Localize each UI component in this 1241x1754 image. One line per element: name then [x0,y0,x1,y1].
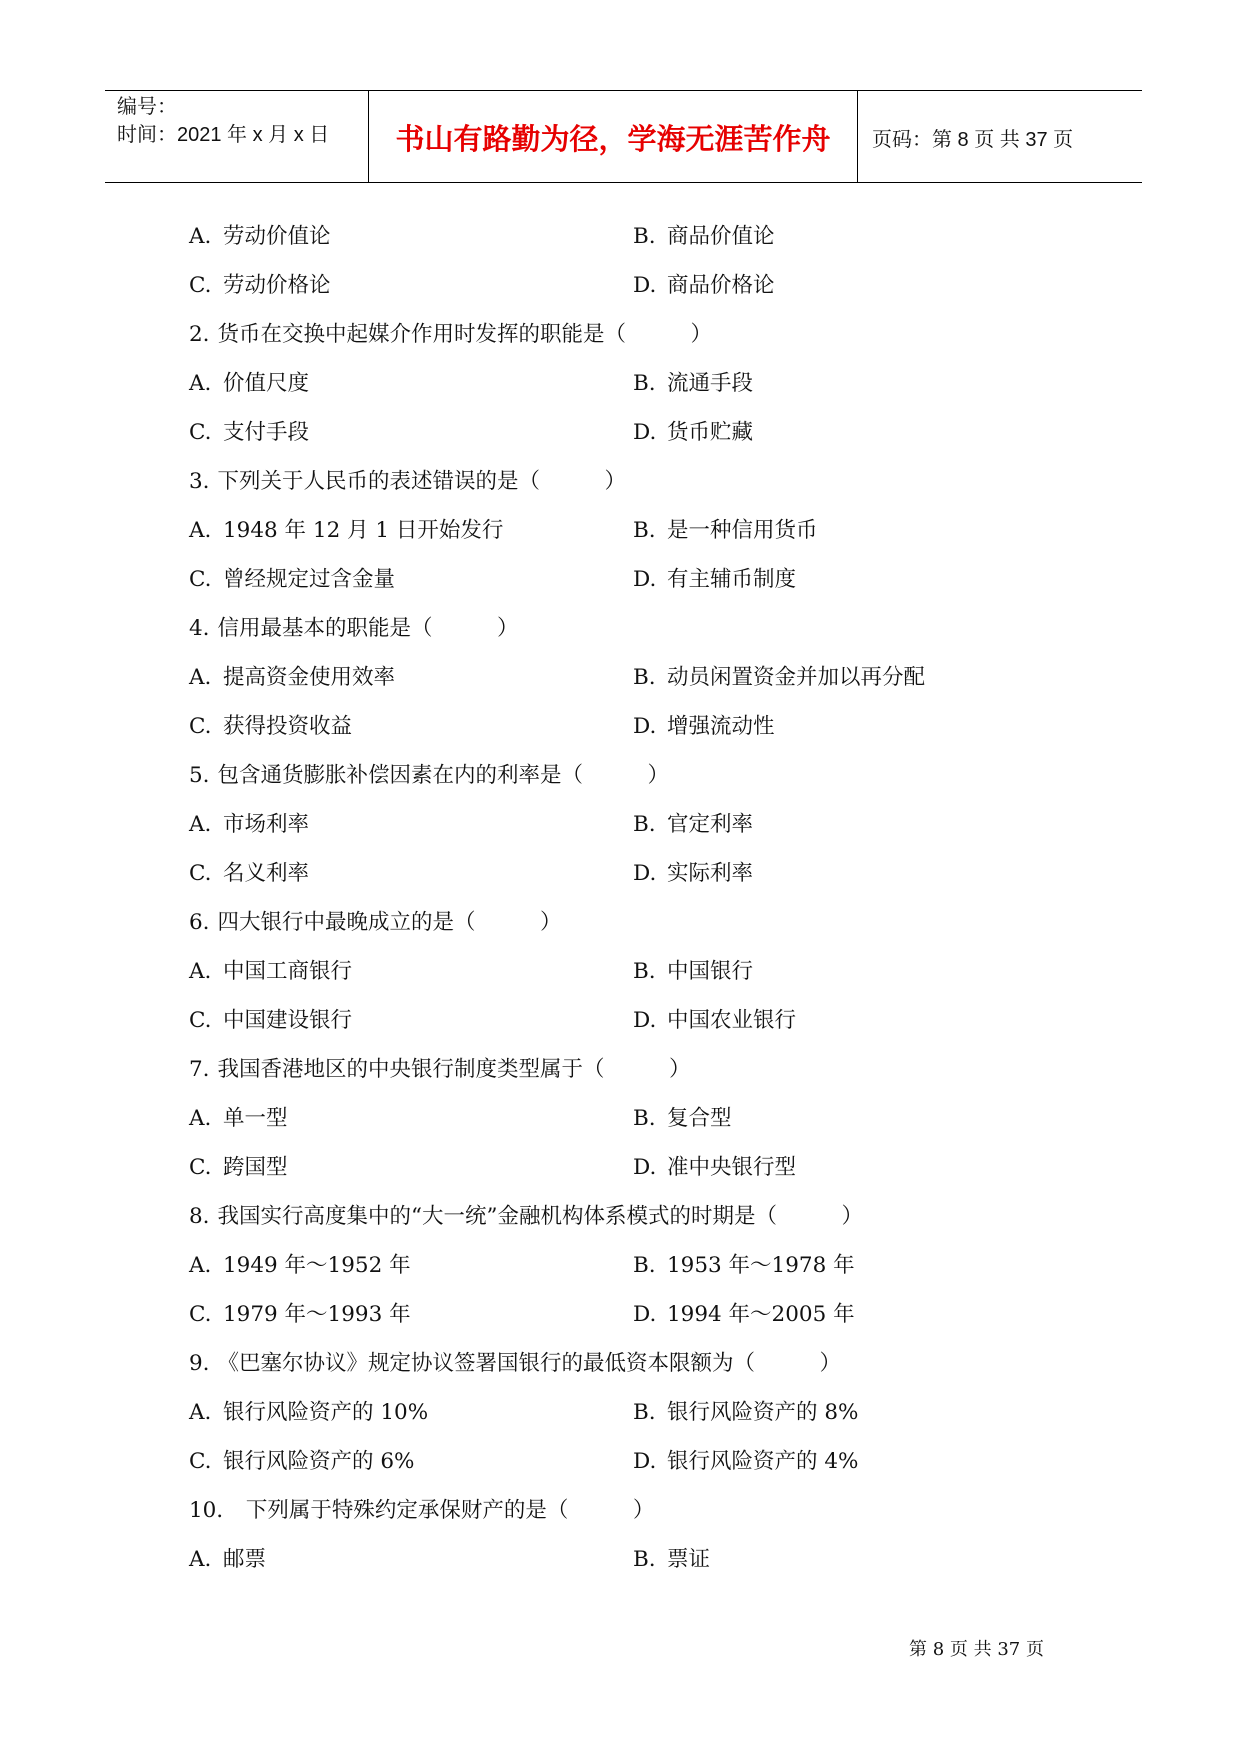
answer-option [633,555,796,604]
option-label: C. [189,1302,212,1327]
option-row [189,702,1139,751]
option-label: B. [633,1253,656,1278]
option-label: A. [189,224,212,249]
option-row [189,1535,1139,1584]
option-label: C. [189,861,212,886]
option-text: 复合型 [667,1106,732,1131]
option-label: B. [633,665,656,690]
option-text: 1994 年～2005 年 [667,1302,855,1327]
option-label: B. [633,812,656,837]
question-number: 5. [189,763,210,788]
option-text: 官定利率 [667,812,754,837]
option-row [189,1388,1139,1437]
answer-option [633,800,753,849]
answer-option [189,1241,411,1290]
option-text: 银行风险资产的 8% [667,1400,859,1425]
option-label: C. [189,1008,212,1033]
question-stem [189,457,1139,506]
answer-option [189,702,352,751]
option-label: A. [189,371,212,396]
question-text: 四大银行中最晚成立的是（ ） [217,910,562,935]
question-text: 包含通货膨胀补偿因素在内的利率是（ ） [217,763,670,788]
answer-option [189,1143,288,1192]
option-text: 中国工商银行 [223,959,353,984]
option-text: 银行风险资产的 4% [667,1449,859,1474]
option-label: D. [633,861,657,886]
option-label: D. [633,1008,657,1033]
option-text: 劳动价格论 [223,273,331,298]
option-text: 中国农业银行 [667,1008,797,1033]
option-label: A. [189,1547,212,1572]
question-number: 10． [189,1498,238,1523]
answer-option [189,1388,428,1437]
answer-option [633,1290,855,1339]
option-row [189,1290,1139,1339]
answer-option [189,996,352,1045]
answer-option [633,212,775,261]
answer-option [633,1388,858,1437]
option-label: C. [189,1155,212,1180]
option-text: 增强流动性 [667,714,775,739]
option-text: 票证 [667,1547,711,1572]
question-stem [189,1045,1139,1094]
question-text: 我国香港地区的中央银行制度类型属于（ ） [217,1057,691,1082]
option-row [189,261,1139,310]
option-label: D. [633,714,657,739]
question-stem [189,1339,1139,1388]
answer-option [633,506,818,555]
motto-title: 书山有路勤为径，学海无涯苦作舟 [395,122,831,156]
option-label: B. [633,518,656,543]
answer-option [189,555,395,604]
option-text: 动员闲置资金并加以再分配 [667,665,926,690]
question-stem [189,604,1139,653]
question-text: 下列属于特殊约定承保财产的是（ ） [245,1498,655,1523]
question-list [189,212,1139,1584]
question-stem [189,751,1139,800]
answer-option [189,849,309,898]
option-text: 中国建设银行 [223,1008,353,1033]
answer-option [189,800,309,849]
document-header [105,90,1142,183]
option-label: B. [633,371,656,396]
question-number: 9. [189,1351,210,1376]
option-text: 商品价值论 [667,224,775,249]
option-row [189,506,1139,555]
answer-option [633,1437,858,1486]
option-row [189,849,1139,898]
answer-option [189,1437,414,1486]
option-row [189,800,1139,849]
answer-option [633,1094,732,1143]
answer-option [633,849,753,898]
answer-option [189,653,395,702]
option-text: 有主辅币制度 [667,567,797,592]
option-text: 曾经规定过含金量 [223,567,396,592]
answer-option [633,947,753,996]
option-label: D. [633,1449,657,1474]
answer-option [189,1094,288,1143]
question-number: 6. [189,910,210,935]
option-label: A. [189,812,212,837]
answer-option [189,359,309,408]
answer-option [189,261,331,310]
question-stem [189,898,1139,947]
option-text: 1979 年～1993 年 [223,1302,411,1327]
option-label: C. [189,567,212,592]
question-stem [189,1486,1139,1535]
page-footer: 第 8 页 共 37 页 [909,1639,1044,1660]
answer-option [633,996,796,1045]
page-info: 页码：第 8 页 共 37 页 [872,129,1074,151]
question-text: 货币在交换中起媒介作用时发挥的职能是（ ） [217,322,713,347]
option-label: D. [633,273,657,298]
option-row [189,947,1139,996]
option-text: 流通手段 [667,371,754,396]
answer-option [633,1241,855,1290]
option-label: B. [633,959,656,984]
option-text: 劳动价值论 [223,224,331,249]
answer-option [633,1535,710,1584]
option-text: 货币贮藏 [667,420,754,445]
option-text: 商品价格论 [667,273,775,298]
option-row [189,1437,1139,1486]
option-label: A. [189,1106,212,1131]
answer-option [189,408,309,457]
option-text: 1948 年 12 月 1 日开始发行 [223,518,504,543]
option-text: 1949 年～1952 年 [223,1253,411,1278]
option-label: A. [189,518,212,543]
question-number: 2. [189,322,210,347]
option-text: 实际利率 [667,861,754,886]
question-number: 3. [189,469,210,494]
option-label: B. [633,1547,656,1572]
option-row [189,408,1139,457]
option-label: A. [189,1253,212,1278]
option-text: 名义利率 [223,861,310,886]
answer-option [189,1535,266,1584]
option-row [189,1241,1139,1290]
header-page-cell [858,91,1142,182]
question-text: 信用最基本的职能是（ ） [217,616,519,641]
option-text: 是一种信用货币 [667,518,818,543]
option-text: 1953 年～1978 年 [667,1253,855,1278]
option-text: 邮票 [223,1547,267,1572]
option-text: 准中央银行型 [667,1155,797,1180]
number-label: 编号： [117,96,177,118]
option-text: 支付手段 [223,420,310,445]
option-label: C. [189,714,212,739]
option-row [189,359,1139,408]
answer-option [633,408,753,457]
answer-option [189,1290,411,1339]
time-label: 时间：2021 年 x 月 x 日 [117,124,330,146]
option-row [189,1143,1139,1192]
question-stem [189,1192,1139,1241]
option-label: C. [189,1449,212,1474]
question-text: 《巴塞尔协议》规定协议签署国银行的最低资本限额为（ ） [217,1351,842,1376]
answer-option [189,947,352,996]
option-label: B. [633,1106,656,1131]
question-stem [189,310,1139,359]
option-row [189,1094,1139,1143]
option-label: C. [189,420,212,445]
option-row [189,555,1139,604]
question-number: 8. [189,1204,210,1229]
option-label: D. [633,1155,657,1180]
question-text: 下列关于人民币的表述错误的是（ ） [217,469,627,494]
option-label: B. [633,224,656,249]
answer-option [633,359,753,408]
option-row [189,212,1139,261]
option-text: 提高资金使用效率 [223,665,396,690]
option-text: 银行风险资产的 10% [223,1400,429,1425]
option-text: 市场利率 [223,812,310,837]
option-label: A. [189,1400,212,1425]
question-number: 7. [189,1057,210,1082]
option-text: 价值尺度 [223,371,310,396]
answer-option [633,261,775,310]
answer-option [633,1143,796,1192]
option-row [189,996,1139,1045]
question-number: 4. [189,616,210,641]
header-meta-cell [105,91,369,182]
header-motto-cell [369,91,858,182]
option-row [189,653,1139,702]
option-text: 单一型 [223,1106,288,1131]
option-label: A. [189,959,212,984]
answer-option [633,702,775,751]
answer-option [189,506,503,555]
option-label: A. [189,665,212,690]
option-label: D. [633,567,657,592]
option-label: C. [189,273,212,298]
option-text: 跨国型 [223,1155,288,1180]
answer-option [633,653,925,702]
question-text: 我国实行高度集中的“大一统”金融机构体系模式的时期是（ ） [217,1204,864,1229]
option-label: D. [633,1302,657,1327]
option-label: B. [633,1400,656,1425]
option-text: 银行风险资产的 6% [223,1449,415,1474]
option-text: 中国银行 [667,959,754,984]
answer-option [189,212,331,261]
option-label: D. [633,420,657,445]
option-text: 获得投资收益 [223,714,353,739]
